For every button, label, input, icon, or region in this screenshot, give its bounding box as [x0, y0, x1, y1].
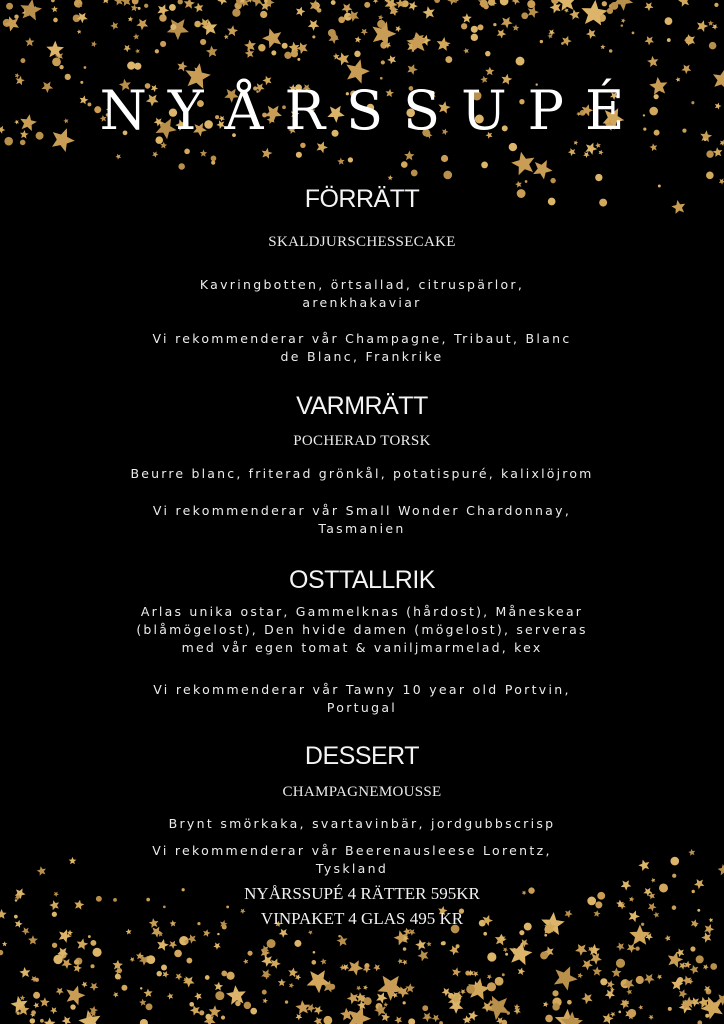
menu-price: NYÅRSSUPÉ 4 RÄTTER 595KR: [244, 884, 480, 903]
dish-description: Kavringbotten, örtsallad, citruspärlor, arenkhakaviar: [199, 277, 525, 310]
dish-name-pocherad-torsk: POCHERAD TORSK: [293, 433, 431, 449]
wine-recommendation: Vi rekommenderar vår Beerenausleese Lorentz, Tyskland: [152, 843, 552, 876]
cheese-description: Arlas unika ostar, Gammelknas (hårdost), Måneskear (blåmögelost), Den hvide damen (mögelost), serveras med vår egen tomat & vaniljmarmelad, kex: [136, 604, 588, 655]
section-heading-varmratt: VARMRÄTT: [296, 392, 428, 420]
dish-description: Beurre blanc, friterad grönkål, potatispuré, kalixlöjrom: [130, 466, 594, 481]
wine-package-price: VINPAKET 4 GLAS 495 KR: [260, 909, 464, 928]
dish-name-champagnemousse: CHAMPAGNEMOUSSE: [282, 784, 442, 800]
section-heading-osttallrik: OSTTALLRIK: [289, 566, 435, 594]
section-heading-dessert: DESSERT: [304, 742, 420, 770]
section-heading-forratt: FÖRRÄTT: [304, 185, 420, 213]
wine-recommendation: Vi rekommenderar vår Tawny 10 year old Portvin, Portugal: [153, 682, 571, 715]
dish-name-skaldjurscheesecake: SKALDJURSCHESSECAKE: [268, 234, 456, 250]
wine-recommendation: Vi rekommenderar vår Small Wonder Chardonnay, Tasmanien: [152, 503, 572, 536]
wine-recommendation: Vi rekommenderar vår Champagne, Tribaut, Blanc de Blanc, Frankrike: [152, 331, 572, 364]
dish-description: Brynt smörkaka, svartavinbär, jordgubbscrisp: [168, 816, 556, 831]
menu-title: NYÅRSSUPÉ: [99, 79, 646, 142]
